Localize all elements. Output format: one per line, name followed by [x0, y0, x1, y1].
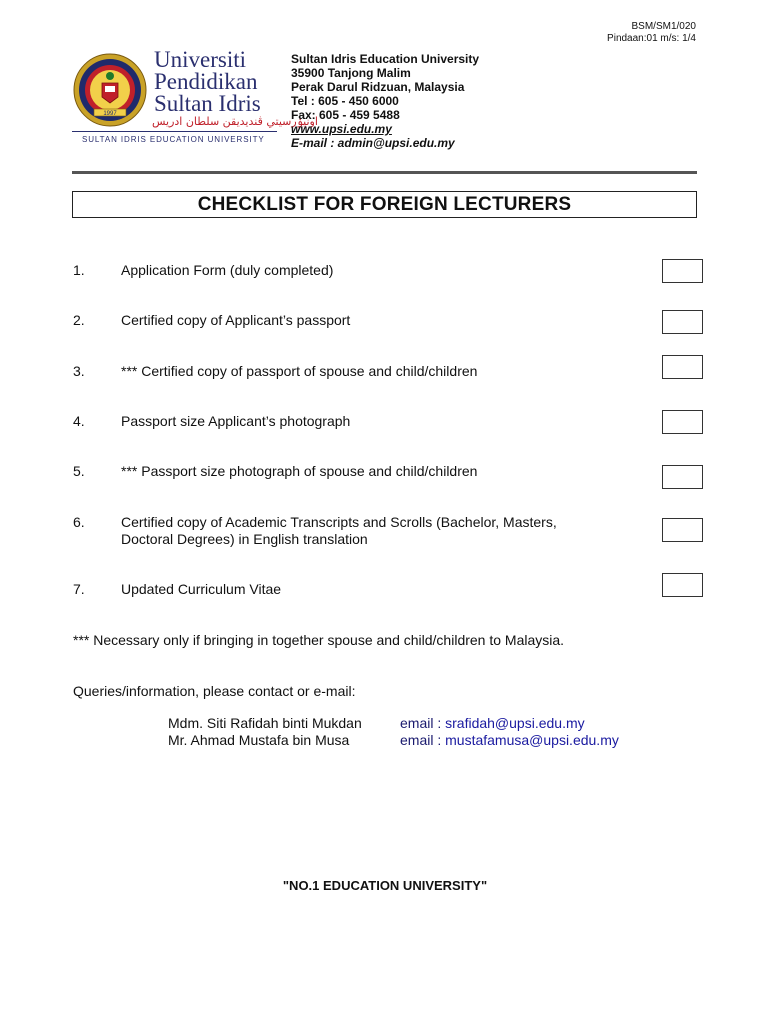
item-number: 2.: [73, 312, 85, 328]
item-number: 7.: [73, 581, 85, 597]
item-text: Certified copy of Academic Transcripts and Scrolls (Bachelor, Masters,: [121, 514, 557, 530]
header-divider: [72, 171, 697, 174]
university-logo: [72, 45, 318, 150]
page-title: CHECKLIST FOR FOREIGN LECTURERS: [197, 194, 572, 215]
document-code: BSM/SM1/020: [631, 21, 696, 32]
checkbox-item-3[interactable]: [662, 355, 703, 379]
item-text: Updated Curriculum Vitae: [121, 581, 282, 597]
email-link[interactable]: mustafamusa@upsi.edu.my: [445, 732, 619, 748]
email-link[interactable]: srafidah@upsi.edu.my: [445, 715, 585, 731]
website-link[interactable]: www.upsi.edu.my: [291, 122, 392, 136]
item-number: 1.: [73, 262, 85, 278]
contact-row: [168, 715, 362, 732]
checkbox-item-5[interactable]: [662, 465, 703, 489]
address-block: [291, 52, 479, 150]
address-line-2: Perak Darul Ridzuan, Malaysia: [291, 80, 465, 94]
logo-university-name: [154, 49, 261, 115]
address-line-1: 35900 Tanjong Malim: [291, 66, 411, 80]
item-number: 6.: [73, 514, 85, 530]
checkbox-item-1[interactable]: [662, 259, 703, 283]
item-number: 5.: [73, 463, 85, 479]
svg-text:1997: 1997: [103, 111, 117, 117]
checkbox-item-2[interactable]: [662, 310, 703, 334]
university-motto: "NO.1 EDUCATION UNIVERSITY": [282, 878, 488, 893]
contact-email-row: [400, 732, 619, 749]
logo-line-1: Universiti: [154, 47, 246, 72]
checkbox-item-7[interactable]: [662, 573, 703, 597]
contact-row: [168, 732, 349, 749]
title-box: [72, 191, 697, 218]
logo-divider: [72, 131, 277, 132]
item-number: 4.: [73, 413, 85, 429]
item-number: 3.: [73, 363, 85, 379]
checkbox-item-6[interactable]: [662, 518, 703, 542]
checkbox-item-4[interactable]: [662, 410, 703, 434]
logo-tagline: SULTAN IDRIS EDUCATION UNIVERSITY: [82, 135, 265, 144]
telephone: Tel : 605 - 450 6000: [291, 94, 399, 108]
document-revision: Pindaan:01 m/s: 1/4: [607, 33, 696, 44]
item-text: Certified copy of Applicant’s passport: [121, 312, 351, 328]
contact-name: Mdm. Siti Rafidah binti Mukdan: [168, 715, 362, 731]
item-text: Application Form (duly completed): [121, 262, 334, 278]
item-text: *** Passport size photograph of spouse and child/children: [121, 463, 478, 479]
item-text: Passport size Applicant’s photograph: [121, 413, 351, 429]
item-text-line-2: Doctoral Degrees) in English translation: [121, 531, 368, 547]
contact-email[interactable]: E-mail : admin@upsi.edu.my: [291, 136, 455, 150]
logo-jawi-text: اونيۏرسيتي ڤنديديقن سلطان ادريس: [152, 115, 318, 128]
item-text: *** Certified copy of passport of spouse and child/children: [121, 363, 478, 379]
logo-line-3: Sultan Idris: [154, 91, 261, 116]
logo-line-2: Pendidikan: [154, 69, 258, 94]
queries-heading: Queries/information, please contact or e-mail:: [73, 683, 356, 699]
email-label: email :: [400, 715, 446, 731]
fax: Fax: 605 - 459 5488: [291, 108, 400, 122]
contact-email-row: [400, 715, 585, 732]
footnote: *** Necessary only if bringing in together spouse and child/children to Malaysia.: [73, 632, 565, 648]
email-label: email :: [400, 732, 446, 748]
institution-name: Sultan Idris Education University: [291, 52, 480, 66]
contact-name: Mr. Ahmad Mustafa bin Musa: [168, 732, 350, 748]
document-reference: [607, 21, 696, 45]
